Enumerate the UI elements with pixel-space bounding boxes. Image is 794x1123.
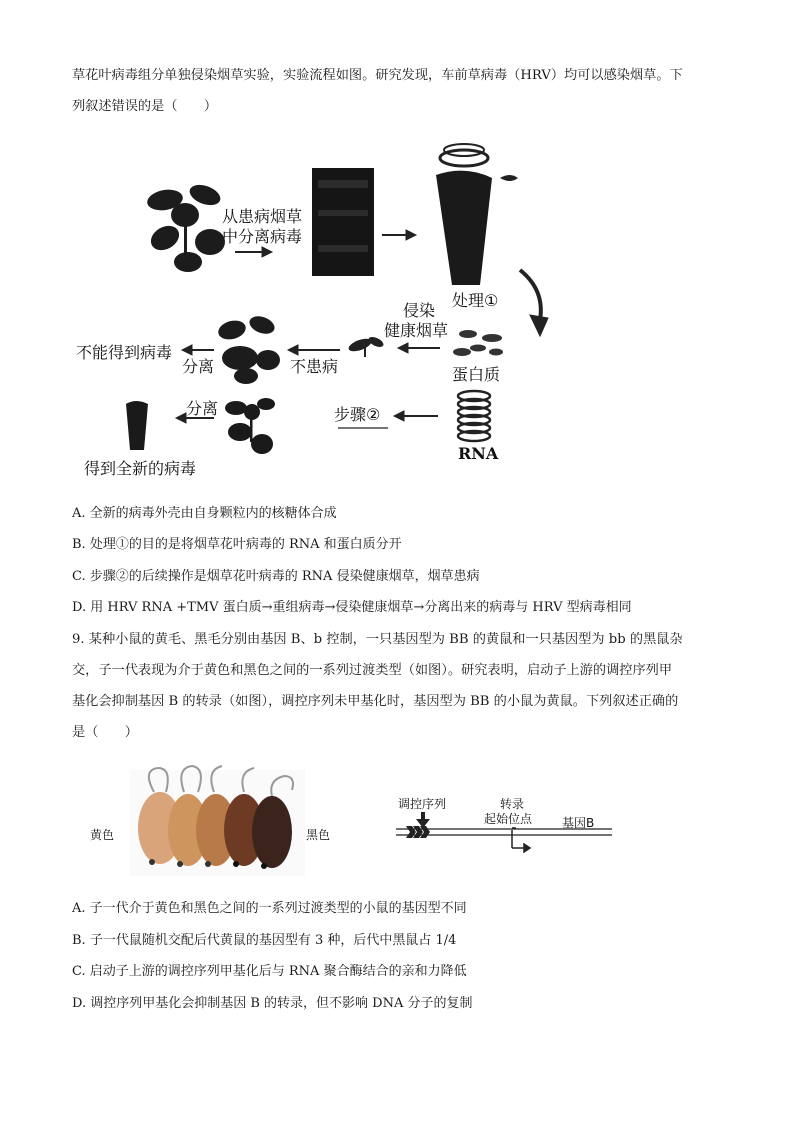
- q8-option-d[interactable]: D. 用 HRV RNA +TMV 蛋白质→重组病毒→侵染健康烟草→分离出来的病毒与 HRV 型病毒相同: [72, 600, 632, 615]
- q8-stem-line1: 草花叶病毒组分单独侵染烟草实验，实验流程如图。研究发现，车前草病毒（HRV）均可以感染烟草。下: [72, 68, 683, 83]
- not-diseased-label: 不患病: [290, 357, 339, 376]
- arrow-left-icon: [398, 343, 440, 353]
- arrow-right-icon: [235, 247, 272, 257]
- rna-coil-image: [458, 391, 490, 441]
- arrow-down-icon: [416, 812, 430, 828]
- protein-fragments-image: [453, 330, 503, 356]
- tmv-particle-image: [436, 144, 518, 285]
- black-label: 黑色: [306, 828, 331, 842]
- q9-stem-line3: 基化会抑制基因 B 的转录（如图），调控序列未甲基化时，基因型为 BB 的小鼠为黄鼠。下列叙述正确的: [72, 694, 679, 709]
- protein-label: 蛋白质: [452, 365, 501, 384]
- q9-stem-line2: 交，子一代表现为介于黄色和黑色之间的一系列过渡类型（如图）。研究表明，启动子上游的调控序列甲: [72, 663, 673, 678]
- isolate-label-2: 中分离病毒: [222, 227, 303, 246]
- healthy-seedling-image: [347, 335, 385, 357]
- diseased-tobacco-leaves-image: [146, 181, 225, 272]
- q8-option-b[interactable]: B. 处理①的目的是将烟草花叶病毒的 RNA 和蛋白质分开: [72, 537, 402, 552]
- q8-stem-line2: 列叙述错误的是（ ）: [72, 99, 218, 114]
- yellow-label: 黄色: [90, 828, 115, 842]
- tss-label-1: 转录: [500, 797, 525, 811]
- new-virus-particle-image: [126, 401, 148, 450]
- curved-arrow-down-icon: [520, 270, 548, 336]
- rna-label: RNA: [458, 444, 499, 463]
- undiseased-plant-image: [216, 313, 280, 384]
- q9-stem-line1: 9. 某种小鼠的黄毛、黑毛分别由基因 B、b 控制，一只基因型为 BB 的黄鼠和一只基因型为 bb 的黑鼠杂: [72, 632, 683, 647]
- arrow-left-icon: [394, 411, 438, 421]
- arrow-right-icon: [382, 230, 416, 240]
- treatment-label: 处理①: [452, 291, 499, 310]
- new-virus-label: 得到全新的病毒: [84, 459, 197, 478]
- infect-label-1: 侵染: [403, 301, 436, 320]
- separate-label-2: 分离: [186, 399, 219, 418]
- q9-option-b[interactable]: B. 子一代鼠随机交配后代黄鼠的基因型有 3 种，后代中黑鼠占 1/4: [72, 933, 457, 948]
- diseased-plant-image: [225, 398, 275, 454]
- q8-option-a[interactable]: A. 全新的病毒外壳由自身颗粒内的核糖体合成: [72, 506, 337, 521]
- q9-option-d[interactable]: D. 调控序列甲基化会抑制基因 B 的转录，但不影响 DNA 分子的复制: [72, 996, 473, 1011]
- infect-label-2: 健康烟草: [384, 321, 449, 340]
- no-virus-label: 不能得到病毒: [76, 343, 173, 362]
- q8-option-c[interactable]: C. 步骤②的后续操作是烟草花叶病毒的 RNA 侵染健康烟草，烟草患病: [72, 569, 480, 584]
- step2-label: 步骤②: [334, 405, 381, 424]
- isolate-label-1: 从患病烟草: [222, 207, 303, 226]
- q9-option-a[interactable]: A. 子一代介于黄色和黑色之间的一系列过渡类型的小鼠的基因型不同: [72, 901, 467, 916]
- tss-label-2: 起始位点: [484, 812, 533, 826]
- separate-label-1: 分离: [182, 357, 215, 376]
- mice-photo-image: [130, 766, 305, 876]
- regulatory-label: 调控序列: [398, 797, 447, 811]
- gene-label: 基因B: [562, 816, 595, 830]
- tss-arrow-icon: [512, 828, 530, 852]
- q9-option-c[interactable]: C. 启动子上游的调控序列甲基化后与 RNA 聚合酶结合的亲和力降低: [72, 964, 467, 979]
- q9-stem-line4: 是（ ）: [72, 725, 138, 740]
- regulatory-sequence-mark: [406, 826, 430, 838]
